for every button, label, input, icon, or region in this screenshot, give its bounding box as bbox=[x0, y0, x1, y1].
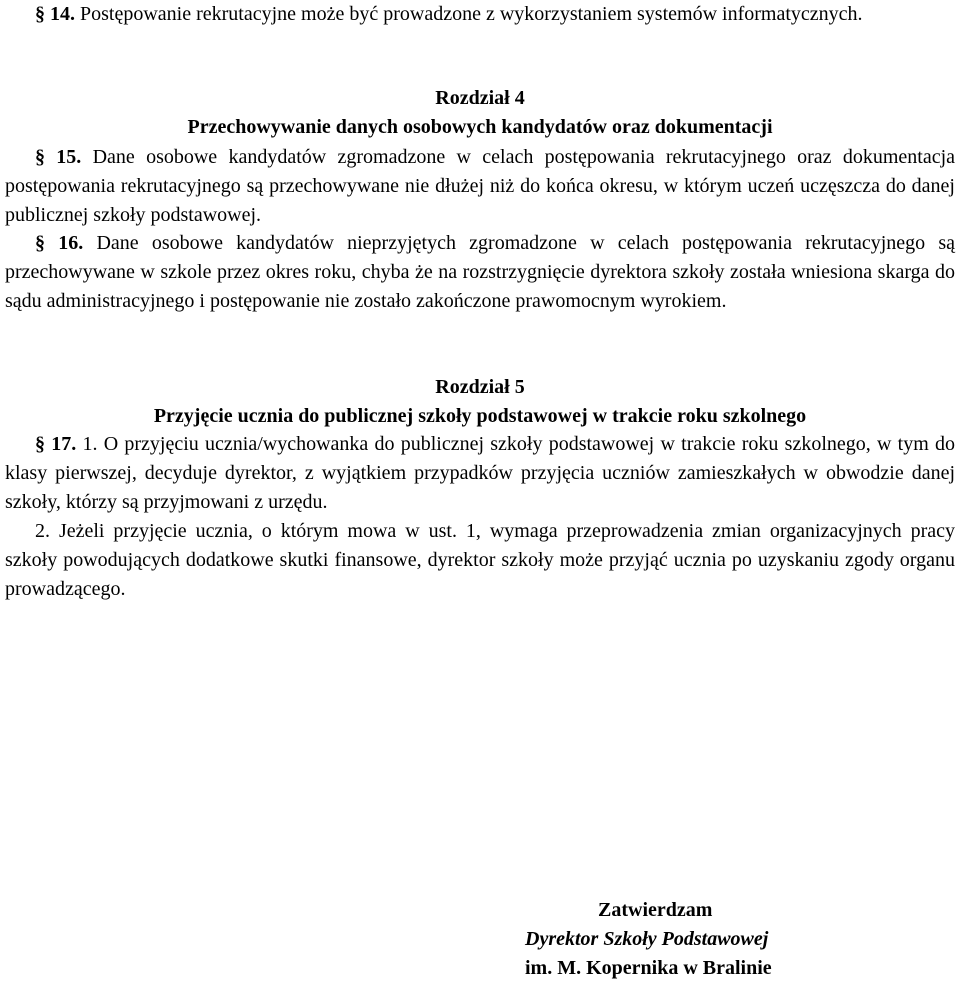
paragraph-14-text: Postępowanie rekrutacyjne może być prowadzone z wykorzystaniem systemów informatycznych. bbox=[80, 3, 863, 25]
paragraph-16 bbox=[5, 229, 955, 316]
chapter-5-label: Rozdział 5 bbox=[435, 376, 525, 398]
signature-school: im. M. Kopernika w Bralinie bbox=[525, 957, 772, 979]
paragraph-17-1-text: 1. O przyjęciu ucznia/wychowanka do publicznej szkoły podstawowej w trakcie roku szkolnego, w tym do klasy pierwszej, decyduje dyrektor, z wyjątkiem przypadków przyjęcia uczniów zamieszkałych w obwodzie danej szkoły, którzy są przyjmowani z urzędu. bbox=[5, 433, 956, 513]
section-mark-15: § 15. bbox=[35, 146, 82, 168]
paragraph-17-1 bbox=[5, 430, 955, 517]
paragraph-17-2-text: 2. Jeżeli przyjęcie ucznia, o którym mowa w ust. 1, wymaga przeprowadzenia zmian organizacyjnych pracy szkoły powodujących dodatkowe skutki finansowe, dyrektor szkoły może przyjąć ucznia po uzyskaniu zgody organu prowadzącego. bbox=[5, 520, 955, 600]
chapter-4-heading bbox=[5, 84, 955, 142]
paragraph-15-text: Dane osobowe kandydatów zgromadzone w celach postępowania rekrutacyjnego oraz dokumentacja postępowania rekrutacyjnego są przechowywane nie dłużej niż do końca okresu, w którym uczeń uczęszcza do danej publicznej szkoły podstawowej. bbox=[5, 146, 956, 226]
paragraph-15 bbox=[5, 143, 955, 230]
paragraph-16-text: Dane osobowe kandydatów nieprzyjętych zgromadzone w celach postępowania rekrutacyjnego są przechowywane w szkole przez okres roku, chyba że na rozstrzygnięcie dyrektora szkoły została wniesiona skarga do sądu administracyjnego i postępowanie nie zostało zakończone prawomocnym wyrokiem. bbox=[5, 232, 956, 312]
section-mark-16: § 16. bbox=[35, 232, 84, 254]
chapter-4-label: Rozdział 4 bbox=[435, 87, 525, 109]
section-mark-14: § 14. bbox=[35, 3, 75, 25]
section-mark-17: § 17. bbox=[35, 433, 77, 455]
chapter-5-title: Przyjęcie ucznia do publicznej szkoły podstawowej w trakcie roku szkolnego bbox=[153, 405, 807, 427]
chapter-5-heading bbox=[5, 373, 955, 431]
signature-approved: Zatwierdzam bbox=[598, 899, 713, 921]
paragraph-14 bbox=[5, 0, 955, 29]
signature-block bbox=[525, 896, 945, 983]
signature-role: Dyrektor Szkoły Podstawowej bbox=[525, 928, 769, 950]
paragraph-17-2 bbox=[5, 517, 955, 604]
chapter-4-title: Przechowywanie danych osobowych kandydatów oraz dokumentacji bbox=[187, 116, 773, 138]
